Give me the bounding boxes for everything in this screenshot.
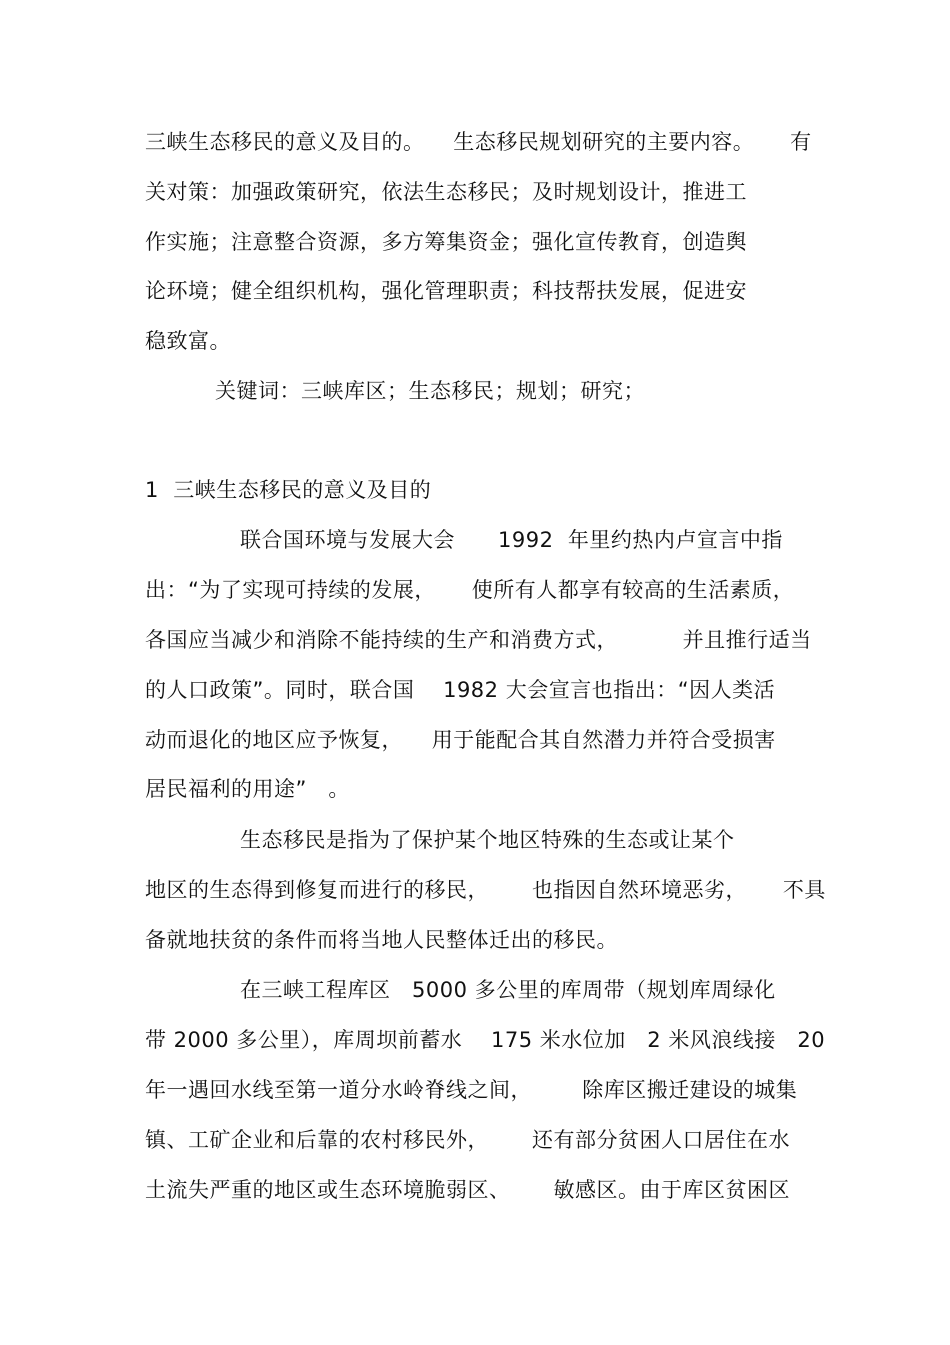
para1-line-6: 居民福利的用途” 。 xyxy=(145,777,350,801)
para3-line-5: 土流失严重的地区或生态环境脆弱区、 敏感区。由于库区贫困区 xyxy=(145,1178,791,1202)
para3-line-4: 镇、工矿企业和后靠的农村移民外， 还有部分贫困人口居住在水 xyxy=(145,1128,791,1152)
para3-line-2: 带 2000 多公里），库周坝前蓄水 175 米水位加 2 米风浪线接 20 xyxy=(145,1028,826,1052)
para1-line-5: 动而退化的地区应予恢复， 用于能配合其自然潜力并符合受损害 xyxy=(145,728,776,752)
para1-line-2: 出：“为了实现可持续的发展， 使所有人都享有较高的生活素质， xyxy=(145,578,795,602)
abstract-line-4: 论环境；健全组织机构，强化管理职责；科技帮扶发展，促进安 xyxy=(145,279,747,303)
abstract-line-3: 作实施；注意整合资源，多方筹集资金；强化宣传教育，创造舆 xyxy=(145,230,747,254)
section-heading: 1 三峡生态移民的意义及目的 xyxy=(145,478,432,502)
para1-line-4: 的人口政策”。同时，联合国 1982 大会宣言也指出：“因人类活 xyxy=(145,678,776,702)
para3-line-1: 在三峡工程库区 5000 多公里的库周带（规划库周绿化 xyxy=(240,978,776,1002)
abstract-line-1: 三峡生态移民的意义及目的。 生态移民规划研究的主要内容。 有 xyxy=(145,130,812,154)
para2-line-2: 地区的生态得到修复而进行的移民， 也指因自然环境恶劣， 不具 xyxy=(145,878,826,902)
para1-line-1: 联合国环境与发展大会 1992 年里约热内卢宣言中指 xyxy=(240,528,783,552)
abstract-line-5: 稳致富。 xyxy=(145,329,231,353)
abstract-line-2: 关对策：加强政策研究，依法生态移民；及时规划设计，推进工 xyxy=(145,180,747,204)
para1-line-3: 各国应当减少和消除不能持续的生产和消费方式， 并且推行适当 xyxy=(145,628,812,652)
para3-line-3: 年一遇回水线至第一道分水岭脊线之间， 除库区搬迁建设的城集 xyxy=(145,1078,798,1102)
keywords-line: 关键词：三峡库区；生态移民；规划；研究； xyxy=(215,379,645,403)
para2-line-3: 备就地扶贫的条件而将当地人民整体迁出的移民。 xyxy=(145,928,618,952)
para2-line-1: 生态移民是指为了保护某个地区特殊的生态或让某个 xyxy=(240,828,735,852)
